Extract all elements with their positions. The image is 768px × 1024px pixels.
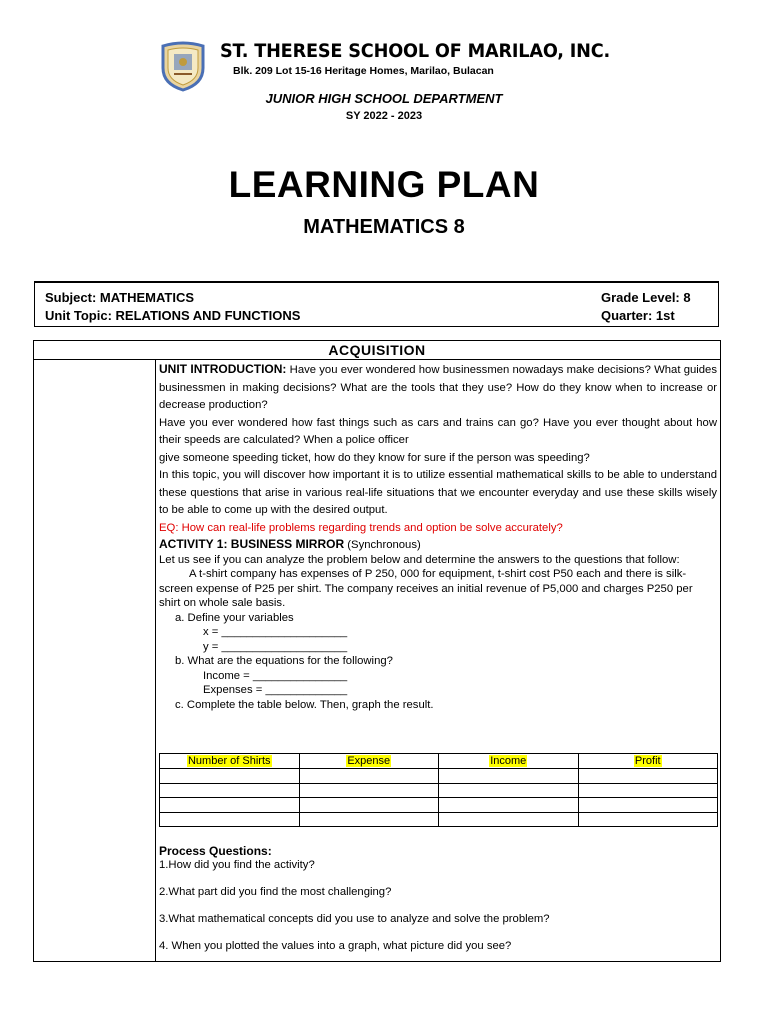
expense-income-table xyxy=(159,753,718,827)
intro-paragraph-3: In this topic, you will discover how important it is to utilize essential mathematical skills to be able to understand these questions that arise in various real-life situations that we encounter everyday and use these skills wisely to be able to come up with the desired output. xyxy=(159,469,717,516)
activity-title: ACTIVITY 1: BUSINESS MIRROR xyxy=(159,537,345,551)
item-a: a. Define your variables xyxy=(175,611,294,624)
table-cell[interactable] xyxy=(299,783,439,798)
table-row xyxy=(160,798,718,813)
school-year: SY 2022 - 2023 xyxy=(345,110,423,122)
intro-paragraph-2-line-2: give someone speeding ticket, how do they know for sure if the person was speeding? xyxy=(159,451,590,464)
table-cell[interactable] xyxy=(299,798,439,813)
acquisition-left-column xyxy=(34,359,156,961)
quarter-label: Quarter: 1st xyxy=(601,308,675,323)
table-cell[interactable] xyxy=(299,769,439,784)
process-question-3: 3.What mathematical concepts did you use to analyze and solve the problem? xyxy=(159,913,550,925)
table-header-cell: Number of Shirts xyxy=(160,754,300,769)
unit-intro-text: Have you ever wondered how businessmen nowadays make decisions? What guides businessmen in making decisions? What are the tools that they use? How do they know when to increase or decrease production? xyxy=(159,364,717,411)
acquisition-section xyxy=(33,340,721,962)
process-question-4: 4. When you plotted the values into a graph, what picture did you see? xyxy=(159,940,512,952)
activity-mode: (Synchronous) xyxy=(347,539,421,551)
school-seal-icon xyxy=(157,40,209,92)
table-row xyxy=(160,783,718,798)
unit-introduction xyxy=(159,361,717,415)
table-cell[interactable] xyxy=(439,812,579,827)
table-header-cell: Profit xyxy=(578,754,718,769)
expenses-equation-line: Expenses = _____________ xyxy=(203,684,348,696)
acquisition-content xyxy=(159,361,717,712)
process-questions xyxy=(159,844,717,953)
income-equation-line: Income = _______________ xyxy=(203,669,348,682)
table-header-cell: Income xyxy=(439,754,579,769)
item-c: c. Complete the table below. Then, graph the result. xyxy=(175,698,434,711)
table-cell[interactable] xyxy=(439,769,579,784)
unit-topic-label: Unit Topic: RELATIONS AND FUNCTIONS xyxy=(45,308,301,323)
intro-paragraph-2-line-1: Have you ever wondered how fast things such as cars and trains can go? Have you ever thought about how their speeds are calculated? When a police officer xyxy=(159,416,717,446)
table-cell[interactable] xyxy=(578,769,718,784)
table-header-row xyxy=(160,754,718,769)
process-question-1: 1.How did you find the activity? xyxy=(159,859,315,871)
table-cell[interactable] xyxy=(578,812,718,827)
school-name: ST. THERESE SCHOOL OF MARILAO, INC. xyxy=(220,40,611,62)
department-heading: JUNIOR HIGH SCHOOL DEPARTMENT xyxy=(265,91,503,106)
acquisition-heading: ACQUISITION xyxy=(34,341,720,360)
document-subtitle: MATHEMATICS 8 xyxy=(303,216,465,238)
item-b: b. What are the equations for the following? xyxy=(175,655,393,667)
activity-heading xyxy=(159,537,717,553)
table-cell[interactable] xyxy=(439,798,579,813)
process-question-2: 2.What part did you find the most challenging? xyxy=(159,886,392,898)
table-header-cell: Expense xyxy=(299,754,439,769)
school-address: Blk. 209 Lot 15-16 Heritage Homes, Marilao, Bulacan xyxy=(233,65,494,77)
table-cell[interactable] xyxy=(299,812,439,827)
subject-label: Subject: MATHEMATICS xyxy=(45,290,195,305)
activity-problem: A t-shirt company has expenses of P 250, 000 for equipment, t-shirt cost P50 each and there is silk-screen expense of P25 per shirt. The company receives an initial revenue of P5,000 and charges P250 per shirt on whole sale basis. xyxy=(159,568,693,609)
table-row xyxy=(160,769,718,784)
x-variable-line: x = ____________________ xyxy=(203,626,348,638)
table-cell[interactable] xyxy=(160,783,300,798)
table-cell[interactable] xyxy=(439,783,579,798)
essential-question: EQ: How can real-life problems regarding trends and option be solve accurately? xyxy=(159,521,563,534)
unit-intro-label: UNIT INTRODUCTION: xyxy=(159,362,287,376)
activity-intro: Let us see if you can analyze the problem below and determine the answers to the questions that follow: xyxy=(159,553,680,566)
y-variable-line: y = ____________________ xyxy=(203,640,348,653)
table-cell[interactable] xyxy=(160,798,300,813)
table-row xyxy=(160,812,718,827)
table-cell[interactable] xyxy=(578,798,718,813)
table-cell[interactable] xyxy=(160,812,300,827)
table-cell[interactable] xyxy=(578,783,718,798)
grade-level-label: Grade Level: 8 xyxy=(601,290,691,305)
subject-info-box xyxy=(34,281,719,327)
process-questions-label: Process Questions: xyxy=(159,844,272,858)
table-cell[interactable] xyxy=(160,769,300,784)
document-title: LEARNING PLAN xyxy=(228,164,540,205)
